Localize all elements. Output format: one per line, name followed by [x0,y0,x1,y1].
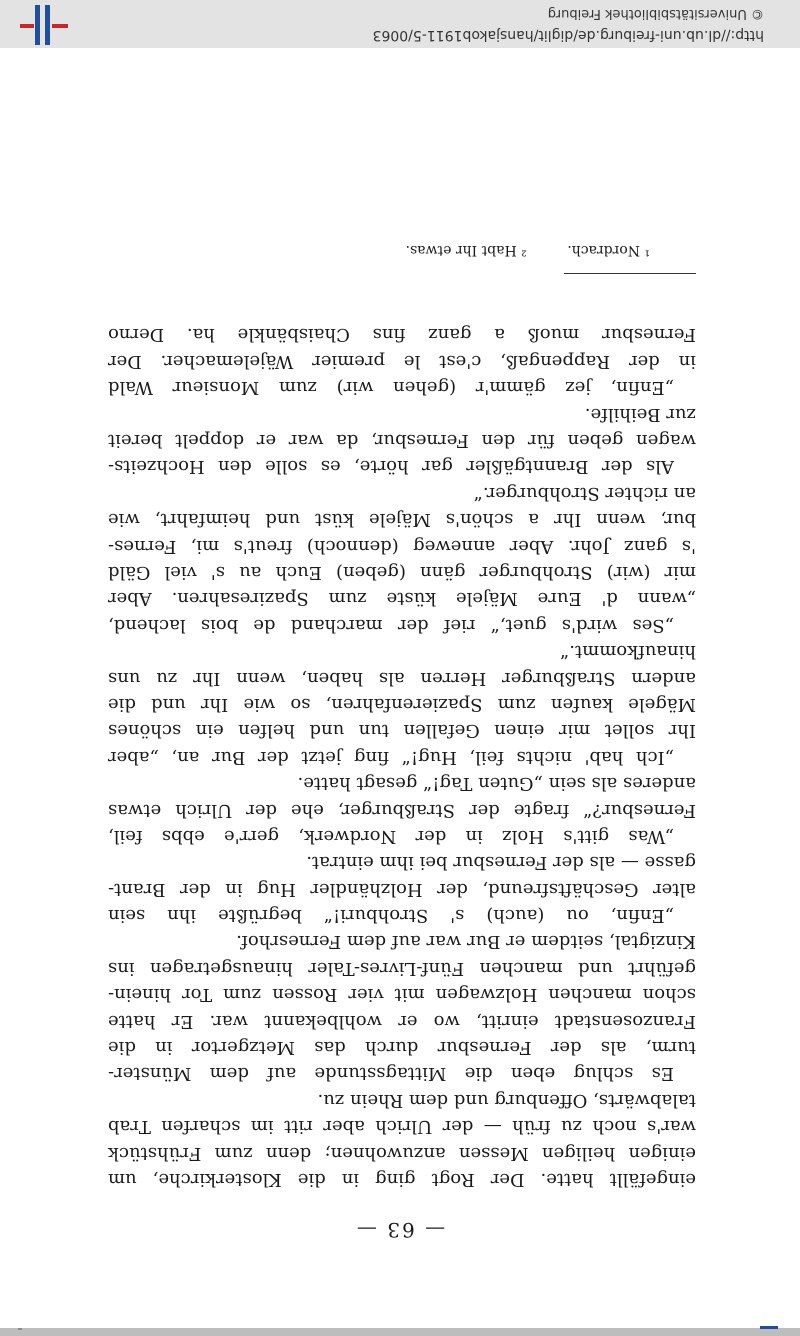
text-line: „wann d' Eure Mäjele küste zum Spaziresahren. Aber [108,588,696,610]
text-line: Es schlug eben die Mittagsstunde auf dem Münster- [108,1063,674,1085]
text-line: in der Rappengaß, c'est le premier Wäjelemacher. Der [108,350,696,372]
text-line: Franzosenstadt einritt, wo er wohlbekannt war. Er hatte [108,1010,696,1032]
text-line: Mägele kaufen zum Spazierenfahren, so wie Ihr und die [108,693,696,715]
text-line: alter Geschäftsfreund, der Holzhändler Hug in der Brant- [108,878,696,900]
text-line: einigen heiligen Messen anzuwohnen; denn zum Frühstück [108,1142,696,1164]
text-line: Als der Branntgäßler gar hörte, es solle den Hochzeits- [108,456,674,478]
edge-marker [18,1328,22,1330]
logo-red-bar [52,24,68,28]
text-line: mir (wir) Strohburger gänn (geben) Euch au s' viel Gäld [108,562,696,584]
text-line: anderes als sein „Guten Tag!“ gesagt hatte. [297,773,696,795]
footnote-divider [564,273,696,274]
text-line: bur, wenn Ihr a schön's Mäjele küst und heimfahrt, wie [108,509,696,531]
text-line: an richter Strohburger.“ [473,482,696,504]
text-line: Ihr sollet mir einen Gefallen tun und helfen ein schönes [108,720,696,742]
text-line: Fernesbur muoß a ganz fins Chaisbänkle ha. Derno [108,324,696,346]
source-url-link[interactable]: http://dl.ub.uni-freiburg.de/diglit/hansjakob1911-5/0063 [372,27,764,43]
text-line: eingefällt hatte. Der Rogt ging in die Klosterkirche, um [108,1169,696,1190]
text-line: „Ses wird's guet,“ rief der marchand de bois lachend, [108,614,674,636]
scanned-page [0,48,800,1328]
text-line: 's ganz Johr. Aber anneweg (dennoch) freut's mi, Fernes- [108,535,696,557]
text-line: „Enfin, ou (auch) s' Strohburi!“ begrüßte ihn sein [108,905,674,927]
footnote-2: ² Habt Ihr etwas. [405,242,527,258]
logo-blue-bar [35,5,40,45]
text-line: wagen geben für den Fernesbur, da war er doppelt bereit [108,430,696,452]
footnote-1: ¹ Nordrach. [567,242,650,258]
text-line: „Ich hab' nichts feil, Hug!“ fing jetzt der Bur an, „aber [108,746,674,768]
copyright-notice: © Universitätsbibliothek Freiburg [547,6,764,21]
text-line: war's noch zu früh — der Ulrich aber ritt im scharfen Trab [108,1116,696,1138]
text-line: schon manchen Holzwagen mit vier Rossen zum Tor hinein- [108,984,696,1006]
text-line: Kinzigtal, seitdem er Bur war auf dem Fernesrhof. [236,931,696,953]
text-line: talabwärts, Offenburg und dem Rhein zu. [317,1089,696,1111]
page-number: — 63 — [354,1218,446,1242]
page-body [108,321,696,1192]
text-line: „Enfin, jez gämm'r (gehen wir) zum Monsieur Wald [108,377,674,399]
edge-marker [760,1326,778,1329]
text-line: „Was gitt's Holz in der Nordwerk, gerr'e ebbs feil, [108,825,674,847]
university-library-logo [18,5,70,45]
footnotes [130,242,650,258]
logo-red-bar [20,24,34,28]
text-line: hinaufkommt.“ [560,641,696,663]
text-line: gasse — als der Fernesbur bei ihm eintrat. [306,852,696,874]
library-footer-bar [0,0,800,48]
text-line: geführt und manchen Fünf-Livres-Taler hinausgetragen ins [108,957,696,979]
text-line: Fernesbur?“ fragte der Straßburger, ehe der Ulrich etwas [108,799,696,821]
top-edge-band [0,1328,800,1336]
text-line: zur Beihilfe. [584,403,696,425]
text-line: andern Straßburger Herren als haben, wenn Ihr zu uns [108,667,696,689]
text-line: turm, als der Fernesbur durch das Metzgertor in die [108,1037,696,1059]
logo-blue-bar [45,5,50,45]
